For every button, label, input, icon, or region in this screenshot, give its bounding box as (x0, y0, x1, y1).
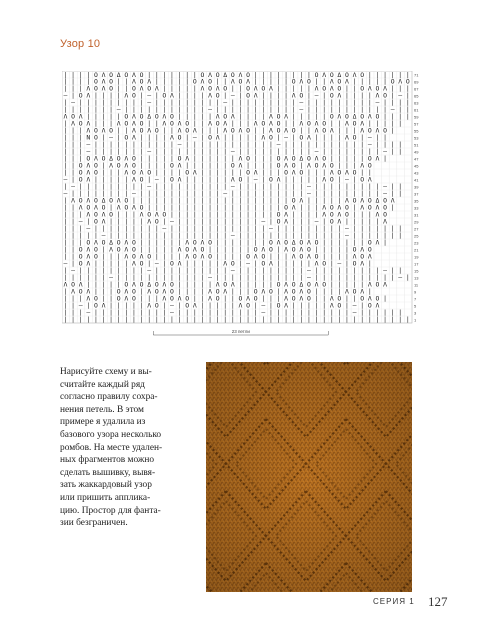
body-line: считайте каждый ряд (60, 379, 145, 390)
body-line: зать жаккардовый узор (60, 480, 152, 491)
body-line: зии безграничен. (60, 518, 128, 529)
chart-row: — | Ο Λ | | | | | Λ Ο | — | Ο Λ | | | | | Λ Ο | — | Ο Λ | | | | | Λ Ο | — | Ο Λ | (63, 259, 372, 268)
chart-row: | Λ Ο Λ Ο Δ Ο Λ Ο | | | | | | | | | | | | | | | | | | | | | Ο Λ | | | | | Λ Ο Λ Ο Δ Ο Λ (63, 196, 395, 205)
row-number-label: 67 (414, 86, 419, 92)
chart-row: | | Ο Λ Ο | | | Λ Ο Λ Ο | | | | Ο Λ | | | | | | Ο Λ | | | Ο Λ Ο | | | Λ Ο Λ Ο | | (63, 168, 372, 177)
row-number-label: 69 (414, 79, 419, 85)
chart-row: Λ Ο Λ | | | | | Ο Λ Ο Δ Ο Λ Ο | | | | | Λ Ο Λ | | | | Λ Ο Λ | | | | | Ο Λ Ο Δ Ο Λ Ο | | | | (63, 112, 410, 121)
body-line: согласно правилу сохра- (60, 392, 158, 403)
chart-grid (62, 71, 422, 347)
row-number-label: 37 (414, 191, 419, 197)
chart-row: | | | — | | | | | | | — | | | | | | | | | | — | | | | | | | | | | — | | | | | | | | — | | (63, 147, 403, 156)
knitting-chart (62, 71, 422, 347)
chart-row: — | Ο Λ | | | | Λ Ο | — | Ο Λ | | | | Λ Ο | — | Ο Λ | | | | Λ Ο | — | Ο Λ | | | | Λ Ο | — | (63, 91, 410, 100)
row-number-label: 43 (414, 170, 419, 176)
chart-row: | | | | Ο Λ Ο Δ Ο Λ Ο | | | | | | | Ο Λ Ο Δ Ο Λ Ο | | | | | | | | Ο Λ Ο Δ Ο Λ Ο | | | | | | (63, 71, 410, 79)
row-number-label: 5 (414, 303, 417, 309)
row-number-label: 29 (414, 219, 419, 225)
row-number-label: 33 (414, 205, 419, 211)
chart-row: | | | — | | | | | | | | | | | — | | | | | | | | | | | | — | | | | | | | | | | | — | | | | (63, 140, 403, 149)
body-line: сделать вышивку, вывя- (60, 467, 156, 478)
chart-row: | Λ Ο Λ | | | Ο Λ Ο | Λ Ο Λ Ο | | | | Λ Ο Λ | | | Ο Λ Ο | Λ Ο Λ Ο | | | | Λ Ο Λ | (63, 287, 372, 296)
row-number-label: 53 (414, 135, 419, 141)
chart-row: — | Ο Λ | | | | | Λ Ο | — | Ο Λ | | | | | | Λ Ο | — | Ο Λ | | | | | Λ Ο | — | Ο Λ (63, 175, 372, 184)
chart-row: | | | | | | | — | | | | | | | | | | | — | | | | | | | | | | | — | | | | | | | | | | | — | | (63, 105, 410, 114)
row-number-label: 65 (414, 93, 419, 99)
row-number-label: 1 (414, 317, 417, 323)
body-line: ромбов. На месте удален- (60, 442, 163, 453)
chart-row: | | | Ο Λ Ο Δ Ο Λ Ο | | | | | | Λ Ο Λ Ο | | | | | | | Ο Λ Ο Δ Ο Λ Ο | | | | | | Ο Λ | (63, 238, 387, 247)
body-line: базового узора несколько (60, 429, 162, 440)
row-number-label: 35 (414, 198, 419, 204)
row-number-label: 23 (414, 240, 419, 246)
body-line: ных фрагментов можно (60, 455, 155, 466)
row-number-label: 25 (414, 233, 419, 239)
chart-row: | | | | | | — | | | | | | | | | | | | — | | | | | | | | | | | | — | | | | | | | | | | | — | (63, 273, 410, 282)
chart-row: — | | | | | | | | — | | | | | | | | | | | — | | | | | | | | | | — | | | | | | | | | — | | (63, 189, 403, 198)
row-number-label: 27 (414, 226, 419, 232)
row-number-label: 19 (414, 254, 419, 260)
row-number-label: 13 (414, 275, 419, 281)
body-line: примере я удалила из (60, 417, 146, 428)
row-number-label: 45 (414, 163, 419, 169)
chart-row: | | | Λ Ο Λ Ο | | Λ Ο Λ Ο | | Λ Ο Λ | | | Λ Ο Λ Ο | | Λ Ο Λ Ο | | Λ Ο Λ | | | Λ Ο Λ Ο | (63, 126, 395, 135)
row-number-label: 47 (414, 156, 419, 162)
row-number-label: 49 (414, 149, 419, 155)
row-number-label: 59 (414, 114, 419, 120)
width-label: 23 петли (231, 329, 250, 334)
body-line: цию. Простор для фанта- (60, 505, 161, 516)
row-number-label: 3 (414, 310, 417, 316)
row-number-label: 15 (414, 268, 419, 274)
row-number-label: 21 (414, 247, 419, 253)
chart-row: | — | | | | | | | | | — | | | | | | | | | | — | | | | | | | | | — | | | | | | | | | — | | (63, 182, 403, 191)
body-line: или пришить апплика- (60, 492, 151, 503)
pattern-title: Узор 10 (60, 38, 101, 50)
knitted-sample-photo (206, 362, 412, 592)
chart-row: | | — | Ο Λ | | | | | Λ Ο | — | Ο Λ | | | | | Λ Ο | — | Ο Λ | | | | | Λ Ο | — | Ο Λ (63, 301, 380, 310)
row-number-label: 7 (414, 296, 417, 302)
row-number-label: 71 (414, 72, 419, 78)
row-number-label: 11 (414, 282, 419, 288)
chart-row: | | Ο Λ Ο | | | Λ Ο Λ Ο | | | | Λ Ο Λ Ο | | | | Ο Λ Ο | | | Λ Ο Λ Ο | | | | Λ Ο Λ (63, 252, 372, 261)
chart-row: | | | Λ Ο Λ Ο | | | Λ Ο Λ Ο | | | | | | | | | | | | | | Ο Λ | | | | Λ Ο Λ Ο | | | Λ Ο (63, 210, 387, 219)
page-number: 127 (428, 594, 448, 609)
body-line: Нарисуйте схему и вы- (60, 367, 152, 377)
chart-row: | | Ο Λ Ο | Λ Ο Λ Ο | | | | Ο Λ | | | | | | Ο Λ | | | | Ο Λ Ο | Λ Ο Λ Ο | | | Λ Ο (63, 161, 372, 170)
chart-row: | | | Ο Λ Ο Δ Ο Λ Ο | | | | | Ο Λ | | | | | | Λ Ο | | | Ο Λ Ο Δ Ο Λ Ο | | | | | Ο Λ | (63, 154, 387, 163)
row-number-label: 61 (414, 107, 419, 113)
chart-row: | | Λ Ο Λ Ο | Λ Ο Λ Ο | | | | | | | | | | | | | | | | | | Ο Λ | | | Λ Ο Λ Ο | Λ Ο Λ Ο | (63, 203, 395, 212)
chart-row: | | | Λ Ο Λ Ο | | Ο Λ Ο Λ | | | | | Λ Ο Λ Ο | | Ο Λ Ο Λ | | | | | Λ Ο Λ Ο | | Ο Λ Ο Λ | | | (63, 84, 410, 93)
body-paragraph (60, 366, 184, 530)
chart-row: | | | | Ο Λ Ο | | Λ Ο Λ | | | | | Ο Λ Ο | | Λ Ο Λ | | | | | Ο Λ Ο | | Λ Ο Λ | | | | | Ο Λ Ο (63, 77, 410, 86)
row-number-label: 41 (414, 177, 419, 183)
series-label: СЕРИЯ 1 (373, 597, 415, 606)
knit-fabric-image (206, 362, 412, 592)
chart-row: Λ Ο Λ | | | | | Ο Λ Ο Δ Ο Λ Ο | | | | | Λ Ο Λ | | | | | Ο Λ Ο Δ Ο Λ Ο | | | | | Λ Ο Λ (63, 280, 387, 289)
chart-row: | — | | | | | | | | | — | | | | | | | | | | — | | | | | | | | | — | | | | | | | | | — | | (63, 266, 403, 275)
row-number-label: 17 (414, 261, 419, 267)
chart-row: | | | | | | | | | | | | | | | | | | | | | | | | | | | | | | | | | | | | | | | | | | | | | | (63, 315, 410, 324)
row-number-label: 39 (414, 184, 419, 190)
chart-row: | | | | | — | | | | | | | | | | | | | | | | — | | | | | | | | | | | | | | — | | | | | | | (63, 231, 403, 240)
row-number-label: 63 (414, 100, 419, 106)
body-line: нения петель. В этом (60, 404, 144, 415)
chart-row: | | — | Ο Λ | | | | | Λ Ο | — | | | | | | | | | | | — | Ο Λ | | | — | Ο Λ | | | | | Λ (63, 217, 387, 226)
chart-row: | | | Λ Ο | | Ο Λ Ο | | | Λ Ο Λ Ο | | Λ Ο | | Ο Λ Ο | | | Λ Ο Λ Ο | | Λ Ο | | Ο Λ Ο | (63, 294, 387, 303)
row-number-label: 51 (414, 142, 419, 148)
chart-row: | | | — | | | | | | | | | | — | | | | | | | | | | | — | | | | | | | | | | | — | | | | | | (63, 308, 403, 317)
row-number-label: 55 (414, 128, 419, 134)
row-number-label: 9 (414, 289, 417, 295)
row-number-label: 31 (414, 212, 419, 218)
chart-row: | — | | | | | | | | | — | | | | | | | | | — | | | | | | | | | — | | | | | | | | | — | | | | (63, 98, 410, 107)
chart-row: | | Ο Λ Ο | Λ Ο Λ Ο | | | | | Λ Ο Λ Ο | | | | | | Ο Λ Ο | Λ Ο Λ Ο | | | | | Ο Λ Ο (63, 245, 372, 254)
row-number-label: 57 (414, 121, 419, 127)
chart-row: | | | Ν Ο | — | Ο Λ | | | | Λ Ο | — | Ο Λ | | | | | Λ Ο | — | Ο Λ | | | | Λ Ο | — | | (63, 133, 387, 142)
chart-row: | Λ Ο Λ | | | Λ Ο Λ Ο | | Λ Ο Λ Ο | | Λ Ο Λ | | | Λ Ο Λ Ο | | Λ Ο Λ Ο | | Λ Ο Λ | | | | | (63, 119, 403, 128)
chart-row: | | | — | | | | | | | | | — | | | | | | | | | | | | | — | | | | | | | | | — | | | | | | | (63, 224, 403, 233)
